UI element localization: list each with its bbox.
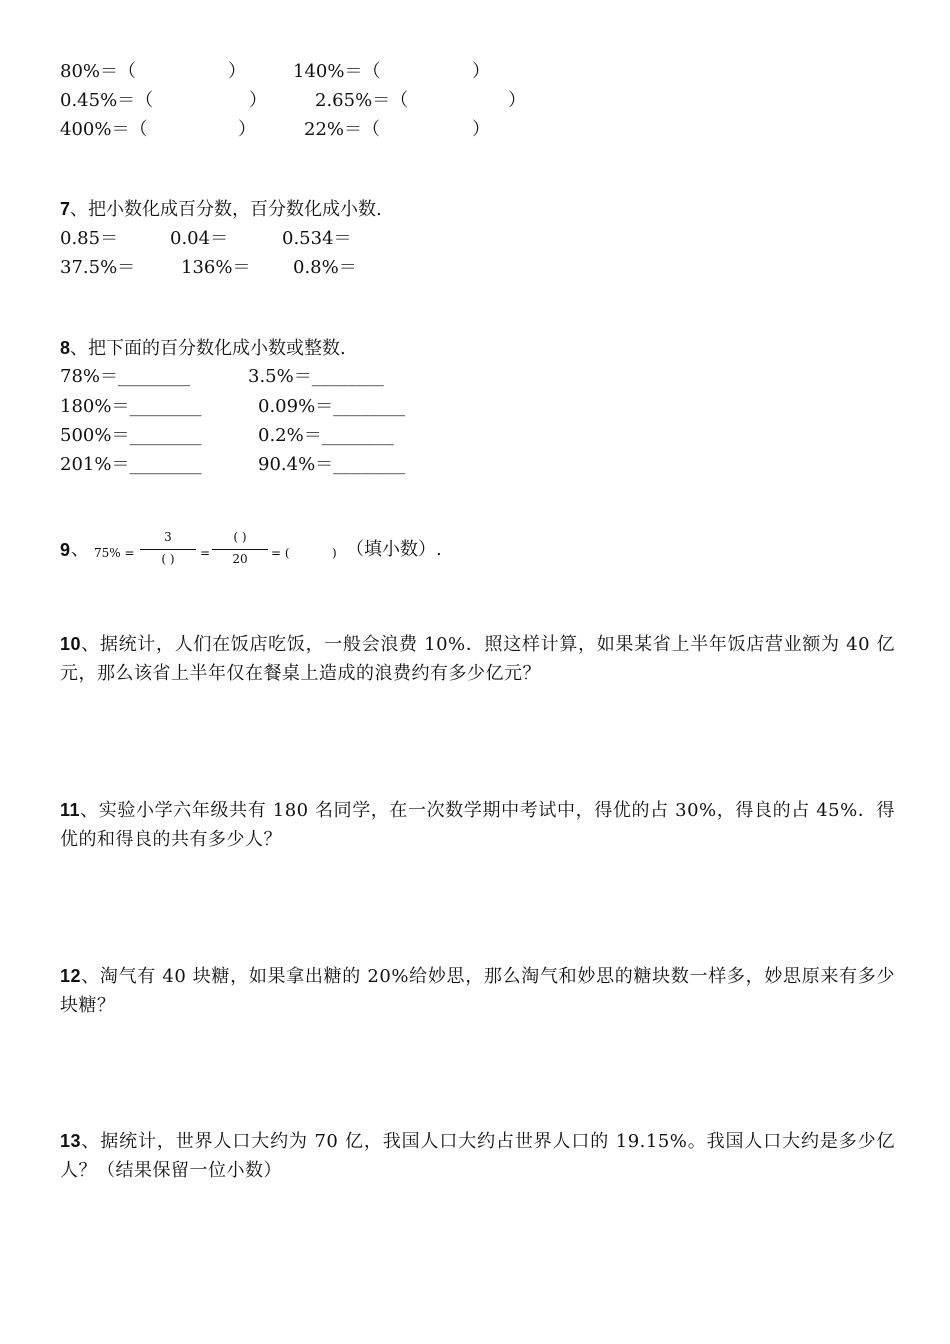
q10 bbox=[60, 630, 895, 688]
q9-close-paren: ) bbox=[332, 546, 337, 560]
q6-r3-a: 400%＝（ bbox=[60, 119, 148, 140]
q7-item: 136%＝ bbox=[181, 257, 251, 278]
q12-number: 12 bbox=[60, 966, 82, 986]
q9-eq2: = ( bbox=[271, 546, 290, 560]
q9-number: 9 bbox=[60, 540, 71, 560]
q7-item: 0.04＝ bbox=[170, 228, 229, 249]
q11-number: 11 bbox=[60, 800, 81, 820]
q13-number: 13 bbox=[60, 1131, 82, 1151]
q7-item: 0.534＝ bbox=[282, 228, 352, 249]
q9-frac2-bar bbox=[212, 549, 268, 550]
q9-frac1-bar bbox=[140, 549, 196, 550]
q6-r2-b: 2.65%＝（ bbox=[315, 90, 409, 111]
q7-item: 37.5%＝ bbox=[60, 257, 136, 278]
q12 bbox=[60, 962, 895, 1020]
q9-hint: （填小数）. bbox=[346, 539, 442, 560]
q7-title bbox=[60, 197, 382, 222]
q8-item: 3.5%＝________ bbox=[248, 366, 384, 387]
q9-frac1-numerator: 3 bbox=[164, 530, 172, 544]
q10-number: 10 bbox=[60, 634, 82, 654]
q11-text: 、实验小学六年级共有 180 名同学，在一次数学期中考试中，得优的占 30%，得良的占 45%．得优的和得良的共有多少人？ bbox=[60, 800, 895, 850]
q10-text: 、据统计，人们在饭店吃饭，一般会浪费 10%．照这样计算，如果某省上半年饭店营业额为 40 亿元，那么该省上半年仅在餐桌上造成的浪费约有多少亿元？ bbox=[60, 634, 895, 684]
q6-r2-a-close: ） bbox=[249, 90, 267, 111]
q6-r3-b: 22%＝（ bbox=[304, 119, 381, 140]
q8-item: 0.2%＝________ bbox=[258, 425, 394, 446]
q8-number: 8 bbox=[60, 338, 71, 358]
q9-frac2-numerator: ( ) bbox=[233, 530, 247, 544]
q7-title-text: 、把小数化成百分数，百分数化成小数. bbox=[70, 199, 382, 220]
q6-r3-a-close: ） bbox=[238, 119, 256, 140]
q9-frac1-denominator: ( ) bbox=[161, 552, 175, 566]
q8-title bbox=[60, 336, 346, 361]
q7-number: 7 bbox=[60, 199, 71, 219]
q8-item: 201%＝________ bbox=[60, 454, 202, 475]
q9-separator: 、 bbox=[71, 539, 89, 560]
q8-item: 500%＝________ bbox=[60, 425, 202, 446]
q13-text: 、据统计，世界人口大约为 70 亿，我国人口大约占世界人口的 19.15%。我国人口大约是多少亿人？（结果保留一位小数） bbox=[60, 1131, 895, 1181]
q6-r1-a-close: ） bbox=[228, 61, 246, 82]
q6-r2-a: 0.45%＝（ bbox=[60, 90, 154, 111]
q8-item: 78%＝________ bbox=[60, 366, 191, 387]
q6-r1-b: 140%＝（ bbox=[293, 61, 381, 82]
q8-item: 180%＝________ bbox=[60, 396, 202, 417]
q9-frac2-denominator: 20 bbox=[232, 552, 248, 566]
q6-r2-b-close: ） bbox=[508, 90, 526, 111]
q13 bbox=[60, 1127, 895, 1185]
q6-r1-a: 80%＝（ bbox=[60, 61, 137, 82]
q6-r1-b-close: ） bbox=[472, 61, 490, 82]
q7-item: 0.8%＝ bbox=[293, 257, 357, 278]
q8-item: 0.09%＝________ bbox=[258, 396, 406, 417]
q12-text: 、淘气有 40 块糖，如果拿出糖的 20%给妙思，那么淘气和妙思的糖块数一样多，妙思原来有多少块糖？ bbox=[60, 966, 895, 1016]
q7-item: 0.85＝ bbox=[60, 228, 119, 249]
q8-item: 90.4%＝________ bbox=[258, 454, 406, 475]
q11 bbox=[60, 796, 895, 854]
q9-eq1: = bbox=[200, 546, 211, 560]
q8-title-text: 、把下面的百分数化成小数或整数. bbox=[70, 338, 346, 359]
q6-r3-b-close: ） bbox=[472, 119, 490, 140]
q9-lhs: 75% = bbox=[94, 546, 135, 560]
